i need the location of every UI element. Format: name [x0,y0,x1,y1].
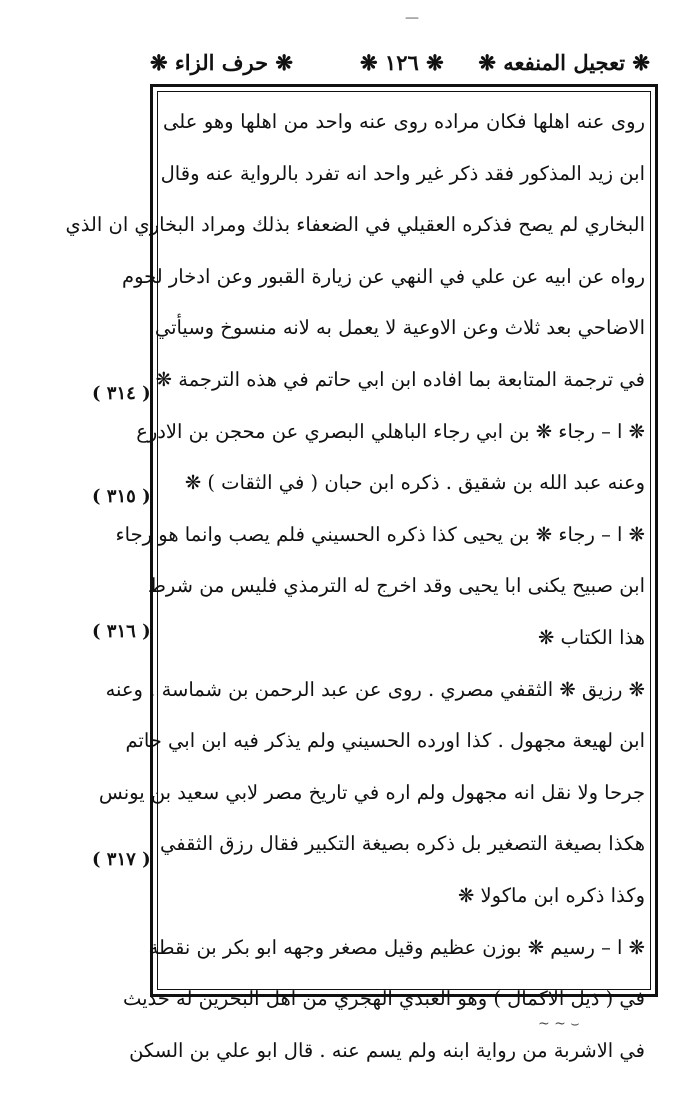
entry-number: ( ٣١٤ ) [92,383,151,404]
text-line: ❋ ا – رجاء ❋ بن يحيى كذا ذكره الحسيني فلم يصب وانما هو رجاء [115,522,645,546]
text-line: في ( ذيل الاكمال ) وهو العبدي الهجري من اهل البحرين له حديث [122,987,645,1011]
text-line: في ترجمة المتابعة بما افاده ابن ابي حاتم في هذه الترجمة ❋ [155,367,645,391]
text-line: ❋ ا – رسيم ❋ بوزن عظيم وقيل مصغر وجهه ابو بكر بن نقطة [148,935,645,959]
text-line: رواه عن ابيه عن علي في النهي عن زيارة القبور وعن ادخار لحوم [122,264,645,288]
text-line: البخاري لم يصح فذكره العقيلي في الضعفاء بذلك ومراد البخاري ان الذي [65,213,645,237]
header-page-number: ❋ ١٢٦ ❋ [360,50,444,75]
text-line: ابن لهيعة مجهول . كذا اورده الحسيني ولم يذكر فيه ابن ابي حاتم [125,729,645,753]
text-line: ❋ ا – رجاء ❋ بن ابي رجاء الباهلي البصري عن محجن بن الادرع [136,419,645,443]
header-chapter-title: ❋ حرف الزاء ❋ [150,50,293,75]
entry-number: ( ٣١٦ ) [92,621,151,642]
header-book-title: ❋ تعجيل المنفعه ❋ [478,50,650,75]
text-line: جرحا ولا نقل انه مجهول ولم اره في تاريخ مصر لابي سعيد بن يونس [98,780,645,804]
text-line: روى عنه اهلها فكان مراده روى عنه واحد من اهلها وهو على [163,110,645,133]
footer-mark: ~ ~ ⌣ [538,1016,580,1032]
text-line: الاضاحي بعد ثلاث وعن الاوعية لا يعمل به لانه منسوخ وسيأتي [154,316,645,340]
entry-number: ( ٣١٥ ) [92,486,151,507]
text-line: ❋ رزيق ❋ الثقفي مصري . روى عن عبد الرحمن بن شماسة . وعنه [105,677,645,701]
text-line: ابن صبيح يكنى ابا يحيى وقد اخرج له الترمذي فليس من شرط [147,574,645,598]
text-line: هكذا بصيغة التصغير بل ذكره بصيغة التكبير فقال رزق الثقفي [159,832,645,856]
text-line: وعنه عبد الله بن شقيق . ذكره ابن حبان ( في الثقات ) ❋ [184,471,645,495]
text-line: ابن زيد المذكور فقد ذكر غير واحد انه تفرد بالرواية عنه وقال [160,161,645,185]
page-top-mark: — [405,10,419,26]
text-line: وكذا ذكره ابن ماكولا ❋ [458,883,645,907]
text-line: هذا الكتاب ❋ [538,625,645,649]
text-line: في الاشربة من رواية ابنه ولم يسم عنه . قال ابو علي بن السكن [129,1038,645,1062]
page-header [150,44,650,84]
entry-number: ( ٣١٧ ) [92,849,151,870]
